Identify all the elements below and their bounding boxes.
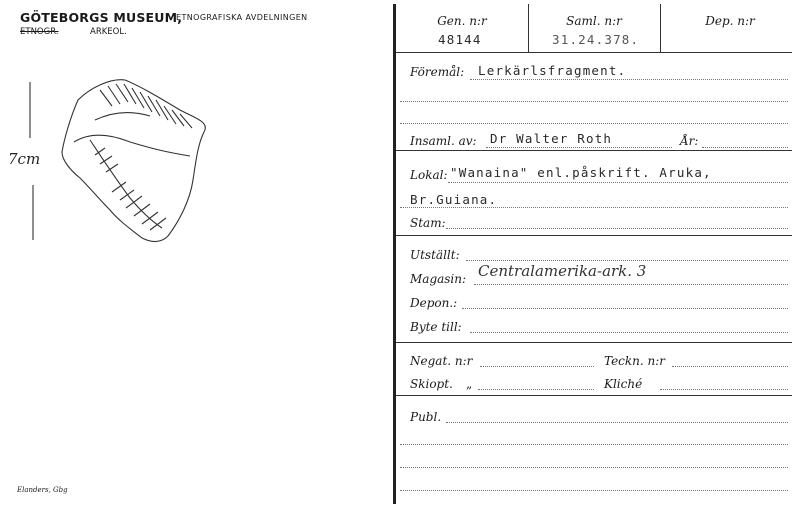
gen-label: Gen. n:r <box>437 14 487 28</box>
dotted-line <box>400 207 788 208</box>
publ-label: Publ. <box>410 410 442 424</box>
card-rule <box>396 52 792 53</box>
dotted-line <box>446 228 788 229</box>
kliche-label: Kliché <box>604 377 643 391</box>
lokal-value-line2: Br.Guiana. <box>410 192 498 207</box>
dotted-line <box>466 260 788 261</box>
etno-label: ETNOGR. <box>20 27 59 37</box>
dotted-line <box>474 284 788 285</box>
card-rule <box>396 150 792 151</box>
gen-value: 48144 <box>438 32 482 47</box>
dotted-line <box>486 147 672 148</box>
card-left-border <box>393 4 396 504</box>
museum-name: GÖTEBORGS MUSEUM, <box>20 10 183 25</box>
skiopt-label: Skiopt. <box>410 377 453 391</box>
ar-label: År: <box>680 134 699 148</box>
dotted-line <box>400 101 788 102</box>
dotted-line <box>480 366 594 367</box>
skiopt-value: „ <box>466 377 473 391</box>
depon-label: Depon.: <box>410 296 458 310</box>
lokal-label: Lokal: <box>410 168 448 182</box>
teckn-label: Teckn. n:r <box>604 354 666 368</box>
dotted-line <box>400 490 788 491</box>
dotted-line <box>400 123 788 124</box>
magasin-value: Centralamerika-ark. 3 <box>478 262 647 280</box>
byte-label: Byte till: <box>410 320 462 334</box>
magasin-label: Magasin: <box>410 272 467 286</box>
dotted-line <box>470 79 788 80</box>
dotted-line <box>448 182 788 183</box>
dotted-line <box>660 389 788 390</box>
dotted-line <box>446 422 788 423</box>
dotted-line <box>470 332 788 333</box>
stam-label: Stam: <box>410 216 446 230</box>
dotted-line <box>400 444 788 445</box>
lokal-value-line1: "Wanaina" enl.påskrift. Aruka, <box>450 165 712 180</box>
scale-label: 7cm <box>8 150 41 168</box>
card-rule <box>396 342 792 343</box>
card-rule <box>396 235 792 236</box>
dotted-line <box>478 389 594 390</box>
printer-imprint: Elanders, Gbg <box>17 486 68 494</box>
utstallt-label: Utställt: <box>410 248 460 262</box>
saml-value: 31.24.378. <box>552 32 640 47</box>
arkeol-label: ARKEOL. <box>90 27 127 37</box>
negat-label: Negat. n:r <box>410 354 473 368</box>
insaml-label: Insaml. av: <box>410 134 477 148</box>
foremal-label: Föremål: <box>410 65 465 79</box>
saml-label: Saml. n:r <box>566 14 622 28</box>
dotted-line <box>400 467 788 468</box>
dep-label: Dep. n:r <box>705 14 755 28</box>
dotted-line <box>462 308 788 309</box>
dotted-line <box>672 366 788 367</box>
foremal-value: Lerkärlsfragment. <box>478 63 627 78</box>
insaml-value: Dr Walter Roth <box>490 131 613 146</box>
department-name: ETNOGRAFISKA AVDELNINGEN <box>176 13 308 22</box>
card-divider <box>528 4 529 52</box>
card-divider <box>660 4 661 52</box>
card-rule <box>396 395 792 396</box>
dotted-line <box>702 147 788 148</box>
